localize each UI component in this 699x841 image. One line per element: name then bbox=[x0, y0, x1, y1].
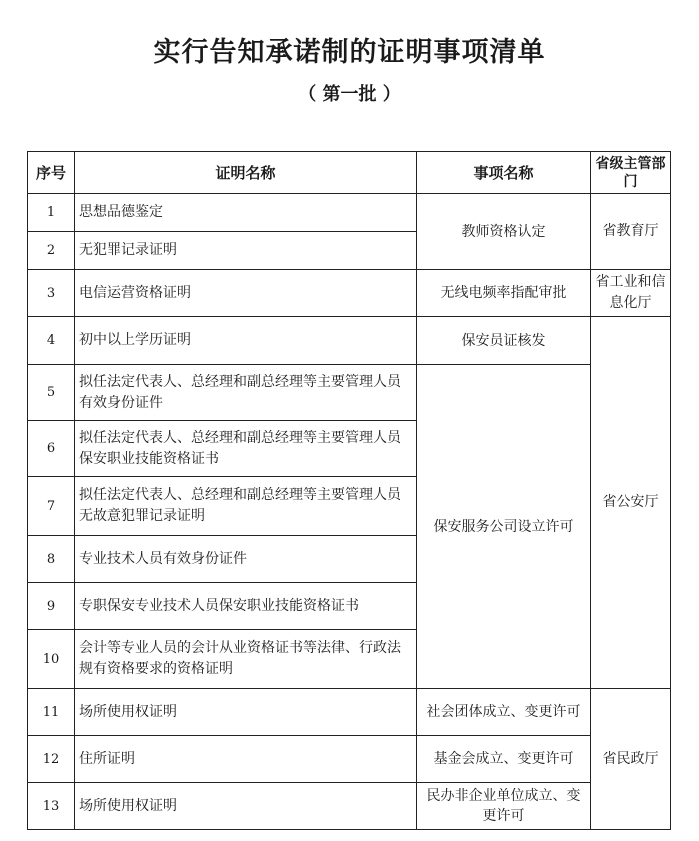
item-name: 民办非企业单位成立、变更许可 bbox=[417, 783, 591, 830]
item-name: 社会团体成立、变更许可 bbox=[417, 689, 591, 736]
row-number: 12 bbox=[28, 736, 75, 783]
cert-name: 思想品德鉴定 bbox=[75, 194, 417, 232]
row-number: 1 bbox=[28, 194, 75, 232]
table-header-row bbox=[28, 152, 671, 194]
table-row bbox=[28, 736, 671, 783]
page-subtitle: （ 第一批 ） bbox=[298, 84, 401, 105]
item-name: 无线电频率指配审批 bbox=[417, 270, 591, 317]
row-number: 13 bbox=[28, 783, 75, 830]
row-number: 7 bbox=[28, 477, 75, 536]
table-row bbox=[28, 689, 671, 736]
row-number: 5 bbox=[28, 365, 75, 421]
row-number: 11 bbox=[28, 689, 75, 736]
cert-name: 拟任法定代表人、总经理和副总经理等主要管理人员无故意犯罪记录证明 bbox=[75, 477, 417, 536]
item-name: 保安服务公司设立许可 bbox=[417, 365, 591, 689]
cert-name: 会计等专业人员的会计从业资格证书等法律、行政法规有资格要求的资格证明 bbox=[75, 630, 417, 689]
page-title: 实行告知承诺制的证明事项清单 bbox=[153, 37, 546, 68]
cert-name: 住所证明 bbox=[75, 736, 417, 783]
table-row bbox=[28, 317, 671, 365]
header-dept: 省级主管部门 bbox=[591, 152, 671, 194]
row-number: 3 bbox=[28, 270, 75, 317]
cert-name: 初中以上学历证明 bbox=[75, 317, 417, 365]
row-number: 2 bbox=[28, 232, 75, 270]
certificate-table bbox=[27, 151, 671, 830]
header-cert-name: 证明名称 bbox=[75, 152, 417, 194]
row-number: 10 bbox=[28, 630, 75, 689]
cert-name: 无犯罪记录证明 bbox=[75, 232, 417, 270]
cert-name: 拟任法定代表人、总经理和副总经理等主要管理人员有效身份证件 bbox=[75, 365, 417, 421]
cert-name: 拟任法定代表人、总经理和副总经理等主要管理人员保安职业技能资格证书 bbox=[75, 421, 417, 477]
table-row bbox=[28, 270, 671, 317]
item-name: 教师资格认定 bbox=[417, 194, 591, 270]
dept-name: 省民政厅 bbox=[591, 689, 671, 830]
item-name: 基金会成立、变更许可 bbox=[417, 736, 591, 783]
dept-name: 省公安厅 bbox=[591, 317, 671, 689]
row-number: 9 bbox=[28, 583, 75, 630]
cert-name: 专职保安专业技术人员保安职业技能资格证书 bbox=[75, 583, 417, 630]
dept-name: 省工业和信息化厅 bbox=[591, 270, 671, 317]
cert-name: 电信运营资格证明 bbox=[75, 270, 417, 317]
row-number: 6 bbox=[28, 421, 75, 477]
row-number: 8 bbox=[28, 536, 75, 583]
row-number: 4 bbox=[28, 317, 75, 365]
cert-name: 场所使用权证明 bbox=[75, 689, 417, 736]
table-row bbox=[28, 783, 671, 830]
cert-name: 专业技术人员有效身份证件 bbox=[75, 536, 417, 583]
dept-name: 省教育厅 bbox=[591, 194, 671, 270]
cert-name: 场所使用权证明 bbox=[75, 783, 417, 830]
header-number: 序号 bbox=[28, 152, 75, 194]
table-row bbox=[28, 194, 671, 232]
header-item-name: 事项名称 bbox=[417, 152, 591, 194]
item-name: 保安员证核发 bbox=[417, 317, 591, 365]
table-row bbox=[28, 365, 671, 421]
